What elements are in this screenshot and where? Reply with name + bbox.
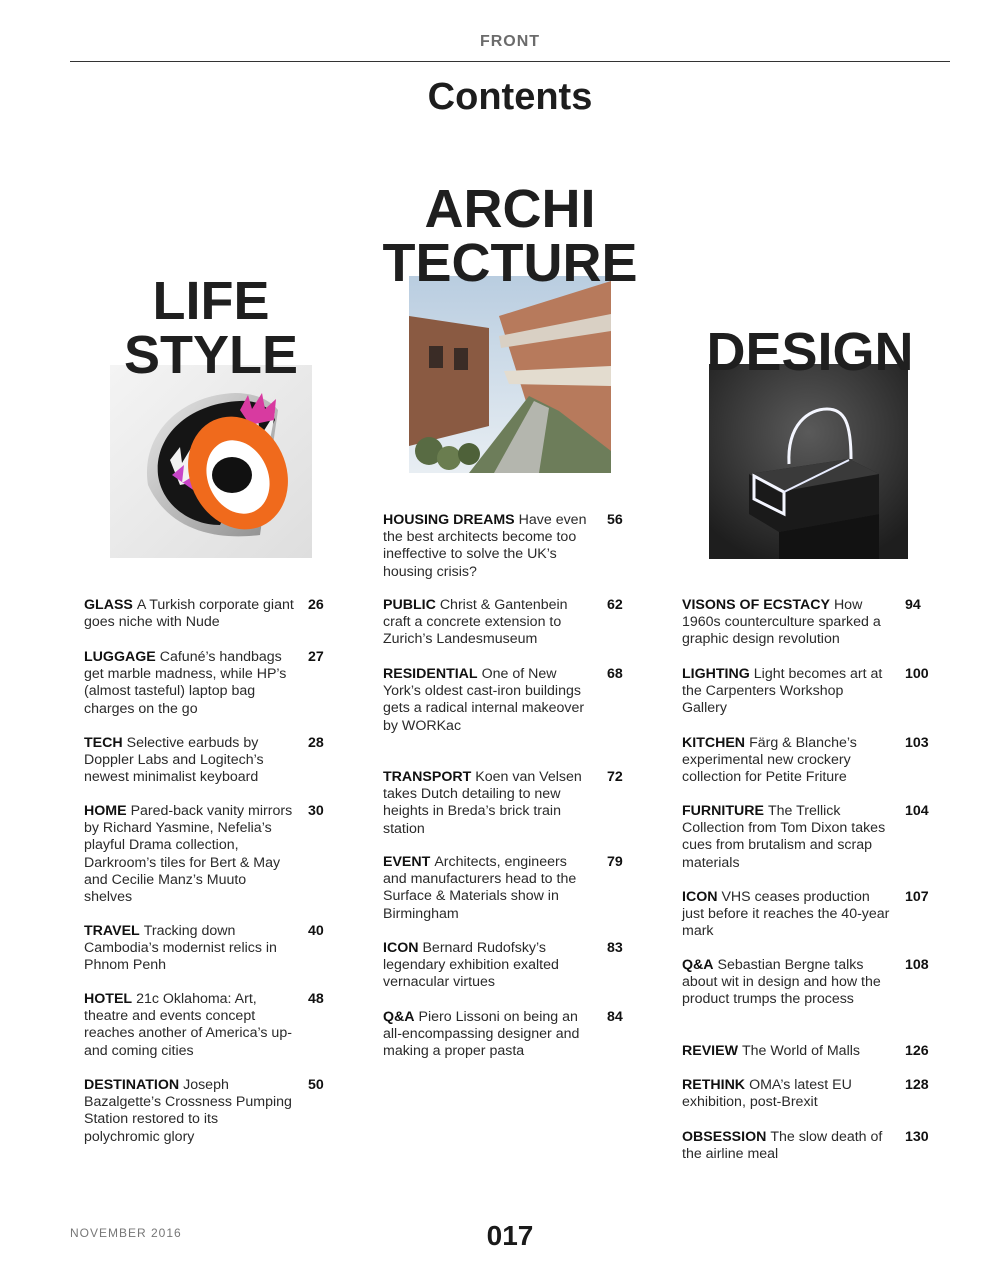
page-number: 103: [905, 735, 929, 751]
page-number: 30: [308, 803, 324, 819]
page-number: 50: [308, 1077, 324, 1093]
page-number: 100: [905, 666, 929, 682]
list-item[interactable]: LUGGAGE Cafuné’s handbags get marble madness, while HP’s (almost tasteful) laptop bag charges on the go: [84, 649, 287, 717]
list-item[interactable]: HOME Pared-back vanity mirrors by Richard Yasmine, Nefelia’s playful Drama collection, Darkroom’s tiles for Bert & May and Cecilie Manz’s Muuto shelves: [84, 803, 293, 906]
page-number: 84: [607, 1009, 623, 1025]
list-item[interactable]: LIGHTING Light becomes art at the Carpenters Workshop Gallery: [682, 666, 883, 717]
list-item[interactable]: RESIDENTIAL One of New York’s oldest cast-iron buildings gets a radical internal makeover by WORKac: [383, 666, 585, 734]
list-item[interactable]: Q&A Piero Lissoni on being an all-encompassing designer and making a proper pasta: [383, 1009, 580, 1060]
page-title: Contents: [427, 76, 593, 118]
architecture-heading-line2: TECTURE: [382, 233, 638, 293]
list-item[interactable]: ICON Bernard Rudofsky’s legendary exhibition exalted vernacular virtues: [383, 940, 559, 991]
list-item[interactable]: RETHINK OMA’s latest EU exhibition, post-Brexit: [682, 1077, 852, 1111]
page-number: 26: [308, 597, 324, 613]
design-heading: [690, 322, 930, 382]
architecture-heading: [360, 179, 660, 293]
page-number: 83: [607, 940, 623, 956]
page-number: 62: [607, 597, 623, 613]
list-item[interactable]: FURNITURE The Trellick Collection from Tom Dixon takes cues from brutalism and scrap materials: [682, 803, 886, 871]
page-number: 28: [308, 735, 324, 751]
list-item[interactable]: ICON VHS ceases production just before it reaches the 40-year mark: [682, 889, 890, 940]
page-number: 130: [905, 1129, 929, 1145]
list-item[interactable]: KITCHEN Färg & Blanche’s experimental new crockery collection for Petite Friture: [682, 735, 857, 786]
lifestyle-heading-line2: STYLE: [123, 325, 299, 385]
list-item[interactable]: TRAVEL Tracking down Cambodia’s modernist relics in Phnom Penh: [84, 923, 277, 974]
design-photo-neon-sculpture: [709, 364, 908, 559]
lifestyle-heading-line1: LIFE: [152, 271, 270, 331]
list-item[interactable]: DESTINATION Joseph Bazalgette’s Crossness Pumping Station restored to its polychromic glory: [84, 1077, 292, 1145]
page-number: 107: [905, 889, 929, 905]
list-item[interactable]: EVENT Architects, engineers and manufacturers head to the Surface & Materials show in Birmingham: [383, 854, 577, 922]
design-heading-line1: DESIGN: [706, 322, 914, 382]
page-number: 40: [308, 923, 324, 939]
list-item[interactable]: GLASS A Turkish corporate giant goes niche with Nude: [84, 597, 294, 631]
page-number: 48: [308, 991, 324, 1007]
header-rule: [70, 61, 950, 62]
list-item[interactable]: HOUSING DREAMS Have even the best architects become too ineffective to solve the UK’s housing crisis?: [383, 512, 587, 580]
list-item[interactable]: OBSESSION The slow death of the airline meal: [682, 1129, 883, 1163]
page-number: 104: [905, 803, 929, 819]
list-item[interactable]: TECH Selective earbuds by Doppler Labs and Logitech’s newest minimalist keyboard: [84, 735, 264, 786]
issue-date: NOVEMBER 2016: [70, 1226, 182, 1240]
list-item[interactable]: TRANSPORT Koen van Velsen takes Dutch detailing to new heights in Breda’s brick train station: [383, 769, 582, 837]
page-number: 128: [905, 1077, 929, 1093]
page-number: 108: [905, 957, 929, 973]
lifestyle-photo-eye-sculpture: [110, 365, 312, 558]
page-number: 72: [607, 769, 623, 785]
page-number: 56: [607, 512, 623, 528]
list-item[interactable]: REVIEW The World of Malls: [682, 1043, 860, 1059]
list-item[interactable]: PUBLIC Christ & Gantenbein craft a concrete extension to Zurich’s Landesmuseum: [383, 597, 568, 648]
architecture-photo-station: [409, 276, 611, 473]
page-number: 79: [607, 854, 623, 870]
page-number: 94: [905, 597, 921, 613]
list-item[interactable]: Q&A Sebastian Bergne talks about wit in design and how the product trumps the process: [682, 957, 881, 1008]
list-item[interactable]: VISONS OF ECSTACY How 1960s counterculture sparked a graphic design revolution: [682, 597, 881, 648]
architecture-heading-line1: ARCHI: [424, 179, 596, 239]
page-number: 68: [607, 666, 623, 682]
page-folio: 017: [486, 1220, 534, 1251]
section-label: FRONT: [479, 33, 541, 50]
page-number: 27: [308, 649, 324, 665]
list-item[interactable]: HOTEL 21c Oklahoma: Art, theatre and events concept reaches another of America’s up-and coming cities: [84, 991, 292, 1059]
lifestyle-heading: [110, 271, 312, 385]
page-number: 126: [905, 1043, 929, 1059]
